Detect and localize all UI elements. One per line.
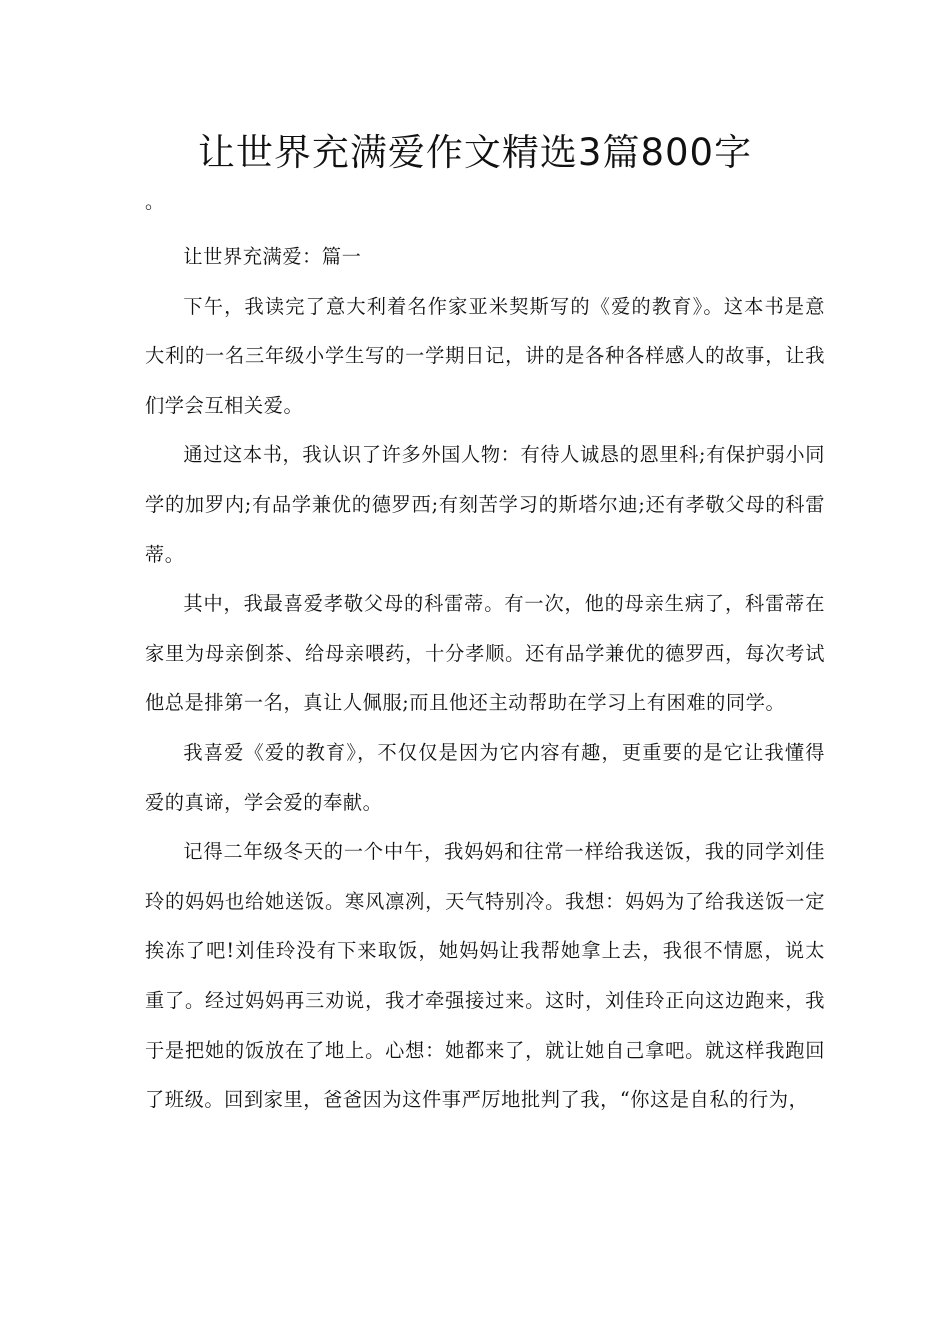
paragraph: 下午，我读完了意大利着名作家亚米契斯写的《爱的教育》。这本书是意大利的一名三年级小学生写的一学期日记，讲的是各种各样感人的故事，让我们学会互相关爱。: [145, 294, 825, 417]
paragraph: 其中，我最喜爱孝敬父母的科雷蒂。有一次，他的母亲生病了，科雷蒂在家里为母亲倒茶、给母亲喂药，十分孝顺。还有品学兼优的德罗西，每次考试他总是排第一名，真让人佩服;而且他还主动帮助在学习上有困难的同学。: [145, 592, 825, 715]
paragraph: 我喜爱《爱的教育》，不仅仅是因为它内容有趣，更重要的是它让我懂得爱的真谛，学会爱的奉献。: [145, 740, 825, 814]
paragraph: 通过这本书，我认识了许多外国人物：有待人诚恳的恩里科;有保护弱小同学的加罗内;有品学兼优的德罗西;有刻苦学习的斯塔尔迪;还有孝敬父母的科雷蒂。: [145, 443, 825, 566]
document-title: 让世界充满爱作文精选3篇800字: [197, 131, 753, 174]
document-body: [145, 232, 825, 1125]
paragraph: 记得二年级冬天的一个中午，我妈妈和往常一样给我送饭，我的同学刘佳玲的妈妈也给她送饭。寒风凛冽，天气特别冷。我想：妈妈为了给我送饭一定挨冻了吧!刘佳玲没有下来取饭，她妈妈让我帮她拿上去，我很不情愿，说太重了。经过妈妈再三劝说，我才牵强接过来。这时，刘佳玲正向这边跑来，我于是把她的饭放在了地上。心想：她都来了，就让她自己拿吧。就这样我跑回了班级。回到家里，爸爸因为这件事严厉地批判了我，“你这是自私的行为，: [145, 840, 825, 1112]
section-heading: 让世界充满爱：篇一: [183, 245, 362, 268]
leading-punctuation: 。: [145, 191, 165, 213]
